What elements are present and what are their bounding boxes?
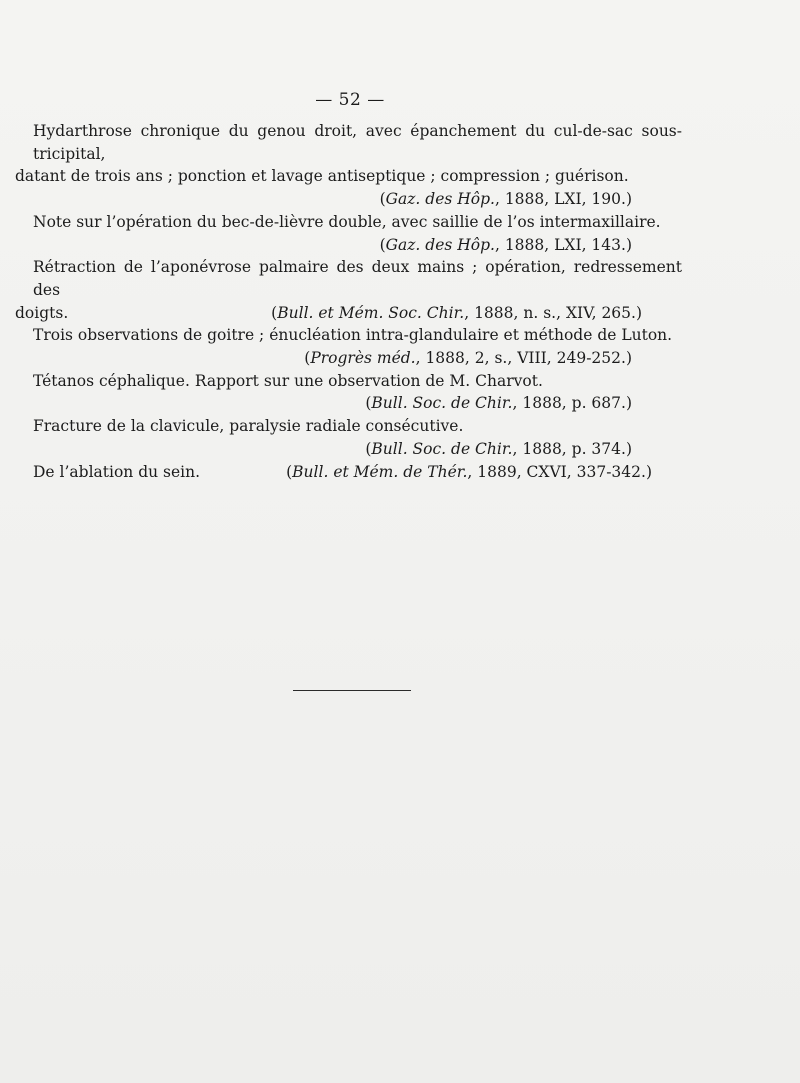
citation-journal: Bull. Soc. de Chir. — [371, 394, 513, 413]
citation-details: , 1888, LXI, 190.) — [494, 190, 632, 209]
bibliography-entry — [15, 370, 682, 415]
citation-journal: Gaz. des Hôp. — [385, 235, 495, 254]
citation-open-paren: ( — [365, 439, 372, 458]
entry-citation — [15, 438, 682, 461]
end-rule-divider — [293, 690, 411, 691]
citation-details: , 1888, LXI, 143.) — [494, 235, 632, 254]
entry-citation — [15, 392, 682, 415]
bibliography-entry — [15, 256, 682, 324]
bibliography-entry — [15, 461, 682, 484]
citation-details: , 1888, 2, s., VIII, 249-252.) — [415, 349, 632, 368]
citation-details: , 1888, p. 687.) — [512, 394, 632, 413]
entry-citation — [271, 302, 682, 325]
entry-last-line — [15, 461, 682, 484]
entry-title-line: Tétanos céphalique. Rapport sur une observation de M. Charvot. — [33, 371, 543, 390]
entry-title-line: doigts. — [15, 303, 69, 322]
entry-citation — [286, 461, 682, 484]
citation-details: , 1889, CXVI, 337-342.) — [467, 462, 652, 481]
page-number: — 52 — — [315, 90, 385, 110]
citation-journal: Gaz. des Hôp. — [385, 190, 495, 209]
citation-open-paren: ( — [365, 394, 372, 413]
citation-open-paren: ( — [379, 235, 386, 254]
citation-open-paren: ( — [286, 462, 293, 481]
entry-title-line: De l’ablation du sein. — [33, 462, 201, 481]
bibliography-entry — [15, 324, 682, 369]
entry-title-line: Hydarthrose chronique du genou droit, avec épanchement du cul-de-sac sous-tricipital, — [33, 122, 682, 163]
bibliography-entry — [15, 415, 682, 460]
citation-open-paren: ( — [304, 349, 311, 368]
bibliography-entry — [15, 211, 682, 256]
citation-journal: Progrès méd. — [310, 349, 416, 368]
entry-title-line: Note sur l’opération du bec-de-lièvre double, avec saillie de l’os intermaxillaire. — [33, 212, 661, 231]
citation-journal: Bull. et Mém. de Thér. — [292, 462, 468, 481]
entry-title-line: Fracture de la clavicule, paralysie radiale consécutive. — [33, 417, 464, 436]
bibliography-list — [15, 120, 682, 483]
entry-citation — [15, 234, 682, 257]
entry-title-line: datant de trois ans ; ponction et lavage antiseptique ; compression ; guérison. — [15, 167, 629, 186]
entry-title-line: Trois observations de goitre ; énucléation intra-glandulaire et méthode de Luton. — [33, 326, 673, 345]
citation-journal: Bull. Soc. de Chir. — [371, 439, 513, 458]
entry-title-line: Rétraction de l’aponévrose palmaire des deux mains ; opération, redressement des — [33, 258, 682, 299]
entry-citation — [15, 347, 682, 370]
entry-last-line — [15, 302, 682, 325]
citation-details: , 1888, p. 374.) — [512, 439, 632, 458]
entry-citation — [15, 188, 682, 211]
citation-open-paren: ( — [271, 303, 278, 322]
citation-open-paren: ( — [379, 190, 386, 209]
citation-journal: Bull. et Mém. Soc. Chir. — [277, 303, 465, 322]
bibliography-entry — [15, 120, 682, 211]
citation-details: , 1888, n. s., XIV, 265.) — [464, 303, 642, 322]
